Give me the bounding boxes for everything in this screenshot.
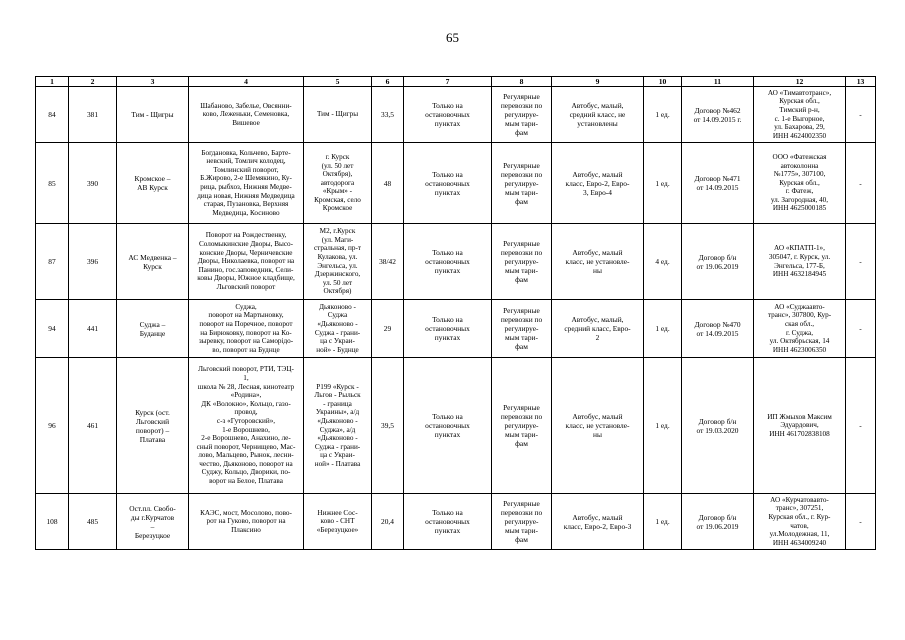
cell-vehicle-class: Автобус, малый, средний класс, Евро- 2: [552, 300, 644, 358]
cell-vehicle-count: 4 ед.: [644, 224, 682, 300]
cell-contract: Договор б/н от 19.06.2019: [682, 494, 754, 550]
cell-notes: -: [846, 358, 876, 494]
cell-route-length: 39,5: [372, 358, 404, 494]
cell-vehicle-count: 1 ед.: [644, 494, 682, 550]
cell-route-name: Курск (ост. Льговский поворот) – Платава: [117, 358, 189, 494]
cell-vehicle-class: Автобус, малый класс, Евро-2, Евро-3: [552, 494, 644, 550]
cell-notes: -: [846, 494, 876, 550]
cell-boarding-order: Только на остановочных пунктах: [404, 300, 492, 358]
cell-contract: Договор б/н от 19.03.2020: [682, 358, 754, 494]
col-header: 13: [846, 77, 876, 87]
cell-carrier: АО «КПАТП-1», 305047, г. Курск, ул. Энгельса, 177-Б, ИНН 4632184945: [754, 224, 846, 300]
cell-contract: Договор №471 от 14.09.2015: [682, 143, 754, 224]
cell-boarding-order: Только на остановочных пунктах: [404, 358, 492, 494]
cell-boarding-order: Только на остановочных пунктах: [404, 224, 492, 300]
cell-contract: Договор б/н от 19.06.2019: [682, 224, 754, 300]
col-header: 10: [644, 77, 682, 87]
page-number: 65: [446, 30, 459, 45]
cell-reg-number: 85: [36, 143, 69, 224]
cell-carrier: АО «Курчатовавто- транс», 307251, Курская обл., г. Кур- чатов, ул.Молодежная, 11, ИНН 4634009240: [754, 494, 846, 550]
cell-route-name: Кромское – АВ Курск: [117, 143, 189, 224]
table-row: [36, 358, 876, 494]
cell-intermediate-stops: Богдановка, Кольчево, Барте- невский, Томлич колодец, Томлинский поворот, Б.Жирово, 2-е Шемякино, Ку- рица, рыбхоз, Нижняя Медве- дица новая, Нижняя Медведица старая, Пузановка, Верхняя Медведица, Косиново: [189, 143, 304, 224]
cell-carrier: ИП Жмыхов Максим Эдуардович, ИНН 461702838108: [754, 358, 846, 494]
table-row: [36, 224, 876, 300]
table-row: [36, 494, 876, 550]
cell-vehicle-class: Автобус, малый класс, Евро-2, Евро- 3, Евро-4: [552, 143, 644, 224]
col-header: 3: [117, 77, 189, 87]
col-header: 2: [69, 77, 117, 87]
routes-table: [35, 76, 876, 550]
col-header: 9: [552, 77, 644, 87]
cell-vehicle-class: Автобус, малый, средний класс, не установлены: [552, 87, 644, 143]
cell-intermediate-stops: Шабаново, Забелье, Овсянни- ково, Леженьки, Семеновка, Вишевое: [189, 87, 304, 143]
cell-route-streets: г. Курск (ул. 50 лет Октября), автодорога «Крым» - Кромская, село Кромское: [304, 143, 372, 224]
cell-route-number: 381: [69, 87, 117, 143]
cell-notes: -: [846, 87, 876, 143]
cell-notes: -: [846, 300, 876, 358]
cell-carriage-type: Регулярные перевозки по регулируе- мым тари- фам: [492, 300, 552, 358]
cell-carrier: ООО «Фатежская автоколонна №1775», 307100, Курская обл., г. Фатеж, ул. Загородная, 40, ИНН 4625000185: [754, 143, 846, 224]
cell-route-length: 38/42: [372, 224, 404, 300]
col-header: 1: [36, 77, 69, 87]
cell-route-length: 48: [372, 143, 404, 224]
cell-route-name: Ост.пл. Свобо- ды г.Курчатов – Березуцкое: [117, 494, 189, 550]
cell-route-streets: Р199 «Курск - Льгов - Рыльск - граница Украины», а/д «Дьяконово - Суджа», а/д «Дьяконово - Суджа - грани- ца с Украи- ной» - Платава: [304, 358, 372, 494]
cell-route-streets: Тим - Щигры: [304, 87, 372, 143]
cell-route-streets: Нижнее Сос- ково - СНТ «Березуцкое»: [304, 494, 372, 550]
cell-route-streets: М2, г.Курск (ул. Маги- стральная, пр-т Кулакова, ул. Энгельса, ул. Дзержинского, ул. 50 лет Октября): [304, 224, 372, 300]
cell-vehicle-count: 1 ед.: [644, 143, 682, 224]
cell-route-length: 33,5: [372, 87, 404, 143]
cell-reg-number: 84: [36, 87, 69, 143]
cell-boarding-order: Только на остановочных пунктах: [404, 143, 492, 224]
col-header: 4: [189, 77, 304, 87]
cell-notes: -: [846, 224, 876, 300]
table-row: [36, 87, 876, 143]
cell-vehicle-count: 1 ед.: [644, 87, 682, 143]
cell-route-name: Суджа – Буданце: [117, 300, 189, 358]
col-header: 11: [682, 77, 754, 87]
cell-route-length: 29: [372, 300, 404, 358]
cell-vehicle-count: 1 ед.: [644, 358, 682, 494]
cell-carriage-type: Регулярные перевозки по регулируе- мым тари- фам: [492, 224, 552, 300]
cell-vehicle-class: Автобус, малый класс, не установле- ны: [552, 224, 644, 300]
cell-notes: -: [846, 143, 876, 224]
cell-carriage-type: Регулярные перевозки по регулируе- мым тари- фам: [492, 87, 552, 143]
cell-vehicle-class: Автобус, малый класс, не установле- ны: [552, 358, 644, 494]
cell-contract: Договор №462 от 14.09.2015 г.: [682, 87, 754, 143]
table-row: [36, 143, 876, 224]
cell-boarding-order: Только на остановочных пунктах: [404, 494, 492, 550]
cell-intermediate-stops: Поворот на Рождественку, Соломыкинские Дворы, Высо- конские Дворы, Черничевские Дворы, Николаевка, поворот на Панино, гос.заповедник, Сели- ковы Дворы, Южное кладбище, Льговский поворот: [189, 224, 304, 300]
cell-carrier: АО «Тимавтотранс», Курская обл., Тимский р-н, с. 1-е Выгорное, ул. Бахарова, 29, ИНН 4624002350: [754, 87, 846, 143]
cell-route-number: 461: [69, 358, 117, 494]
cell-carriage-type: Регулярные перевозки по регулируе- мым тари- фам: [492, 358, 552, 494]
cell-intermediate-stops: Суджа, поворот на Мартыновку, поворот на Поречное, поворот на Бирюковку, поворот на Ко- зыревку, поворот на Саморідо- во, поворот на Буднце: [189, 300, 304, 358]
cell-route-number: 485: [69, 494, 117, 550]
col-header: 6: [372, 77, 404, 87]
cell-carriage-type: Регулярные перевозки по регулируе- мым тари- фам: [492, 494, 552, 550]
cell-reg-number: 108: [36, 494, 69, 550]
cell-route-streets: Дьяконово - Суджа «Дьяконово - Суджа - грани- ца с Украи- ной» - Буднце: [304, 300, 372, 358]
cell-route-name: Тим - Щигры: [117, 87, 189, 143]
col-header: 8: [492, 77, 552, 87]
cell-intermediate-stops: Льговский поворот, РТИ, ТЭЦ- 1, школа № 28, Лесная, кинотеатр «Родина», ДК «Волокно», Кольцо, газо- провод, с-з «Гуторовский», 1-е Ворошнево, 2-е Ворошнево, Анахино, ле- сный поворот, Чернищево, Мас- лово, Мальцево, Рынок, лесни- чество, Дьяконово, поворот на Суджу, Кольцо, Дворики, по- ворот на Белое, Платава: [189, 358, 304, 494]
cell-reg-number: 96: [36, 358, 69, 494]
cell-route-name: АС Медвенка – Курск: [117, 224, 189, 300]
cell-route-number: 396: [69, 224, 117, 300]
table-row: [36, 300, 876, 358]
cell-vehicle-count: 1 ед.: [644, 300, 682, 358]
col-header: 5: [304, 77, 372, 87]
cell-route-number: 441: [69, 300, 117, 358]
cell-route-length: 20,4: [372, 494, 404, 550]
cell-contract: Договор №470 от 14.09.2015: [682, 300, 754, 358]
col-header: 7: [404, 77, 492, 87]
col-header: 12: [754, 77, 846, 87]
cell-carrier: АО «Суджаавто- транс», 307800, Кур- ская обл., г. Суджа, ул. Октябрьская, 14 ИНН 4623006350: [754, 300, 846, 358]
cell-reg-number: 87: [36, 224, 69, 300]
cell-carriage-type: Регулярные перевозки по регулируе- мым тари- фам: [492, 143, 552, 224]
cell-reg-number: 94: [36, 300, 69, 358]
header-row: [36, 77, 876, 87]
cell-boarding-order: Только на остановочных пунктах: [404, 87, 492, 143]
cell-intermediate-stops: КАЭС, мост, Мосолово, пово- рот на Гуково, поворот на Плаксино: [189, 494, 304, 550]
cell-route-number: 390: [69, 143, 117, 224]
